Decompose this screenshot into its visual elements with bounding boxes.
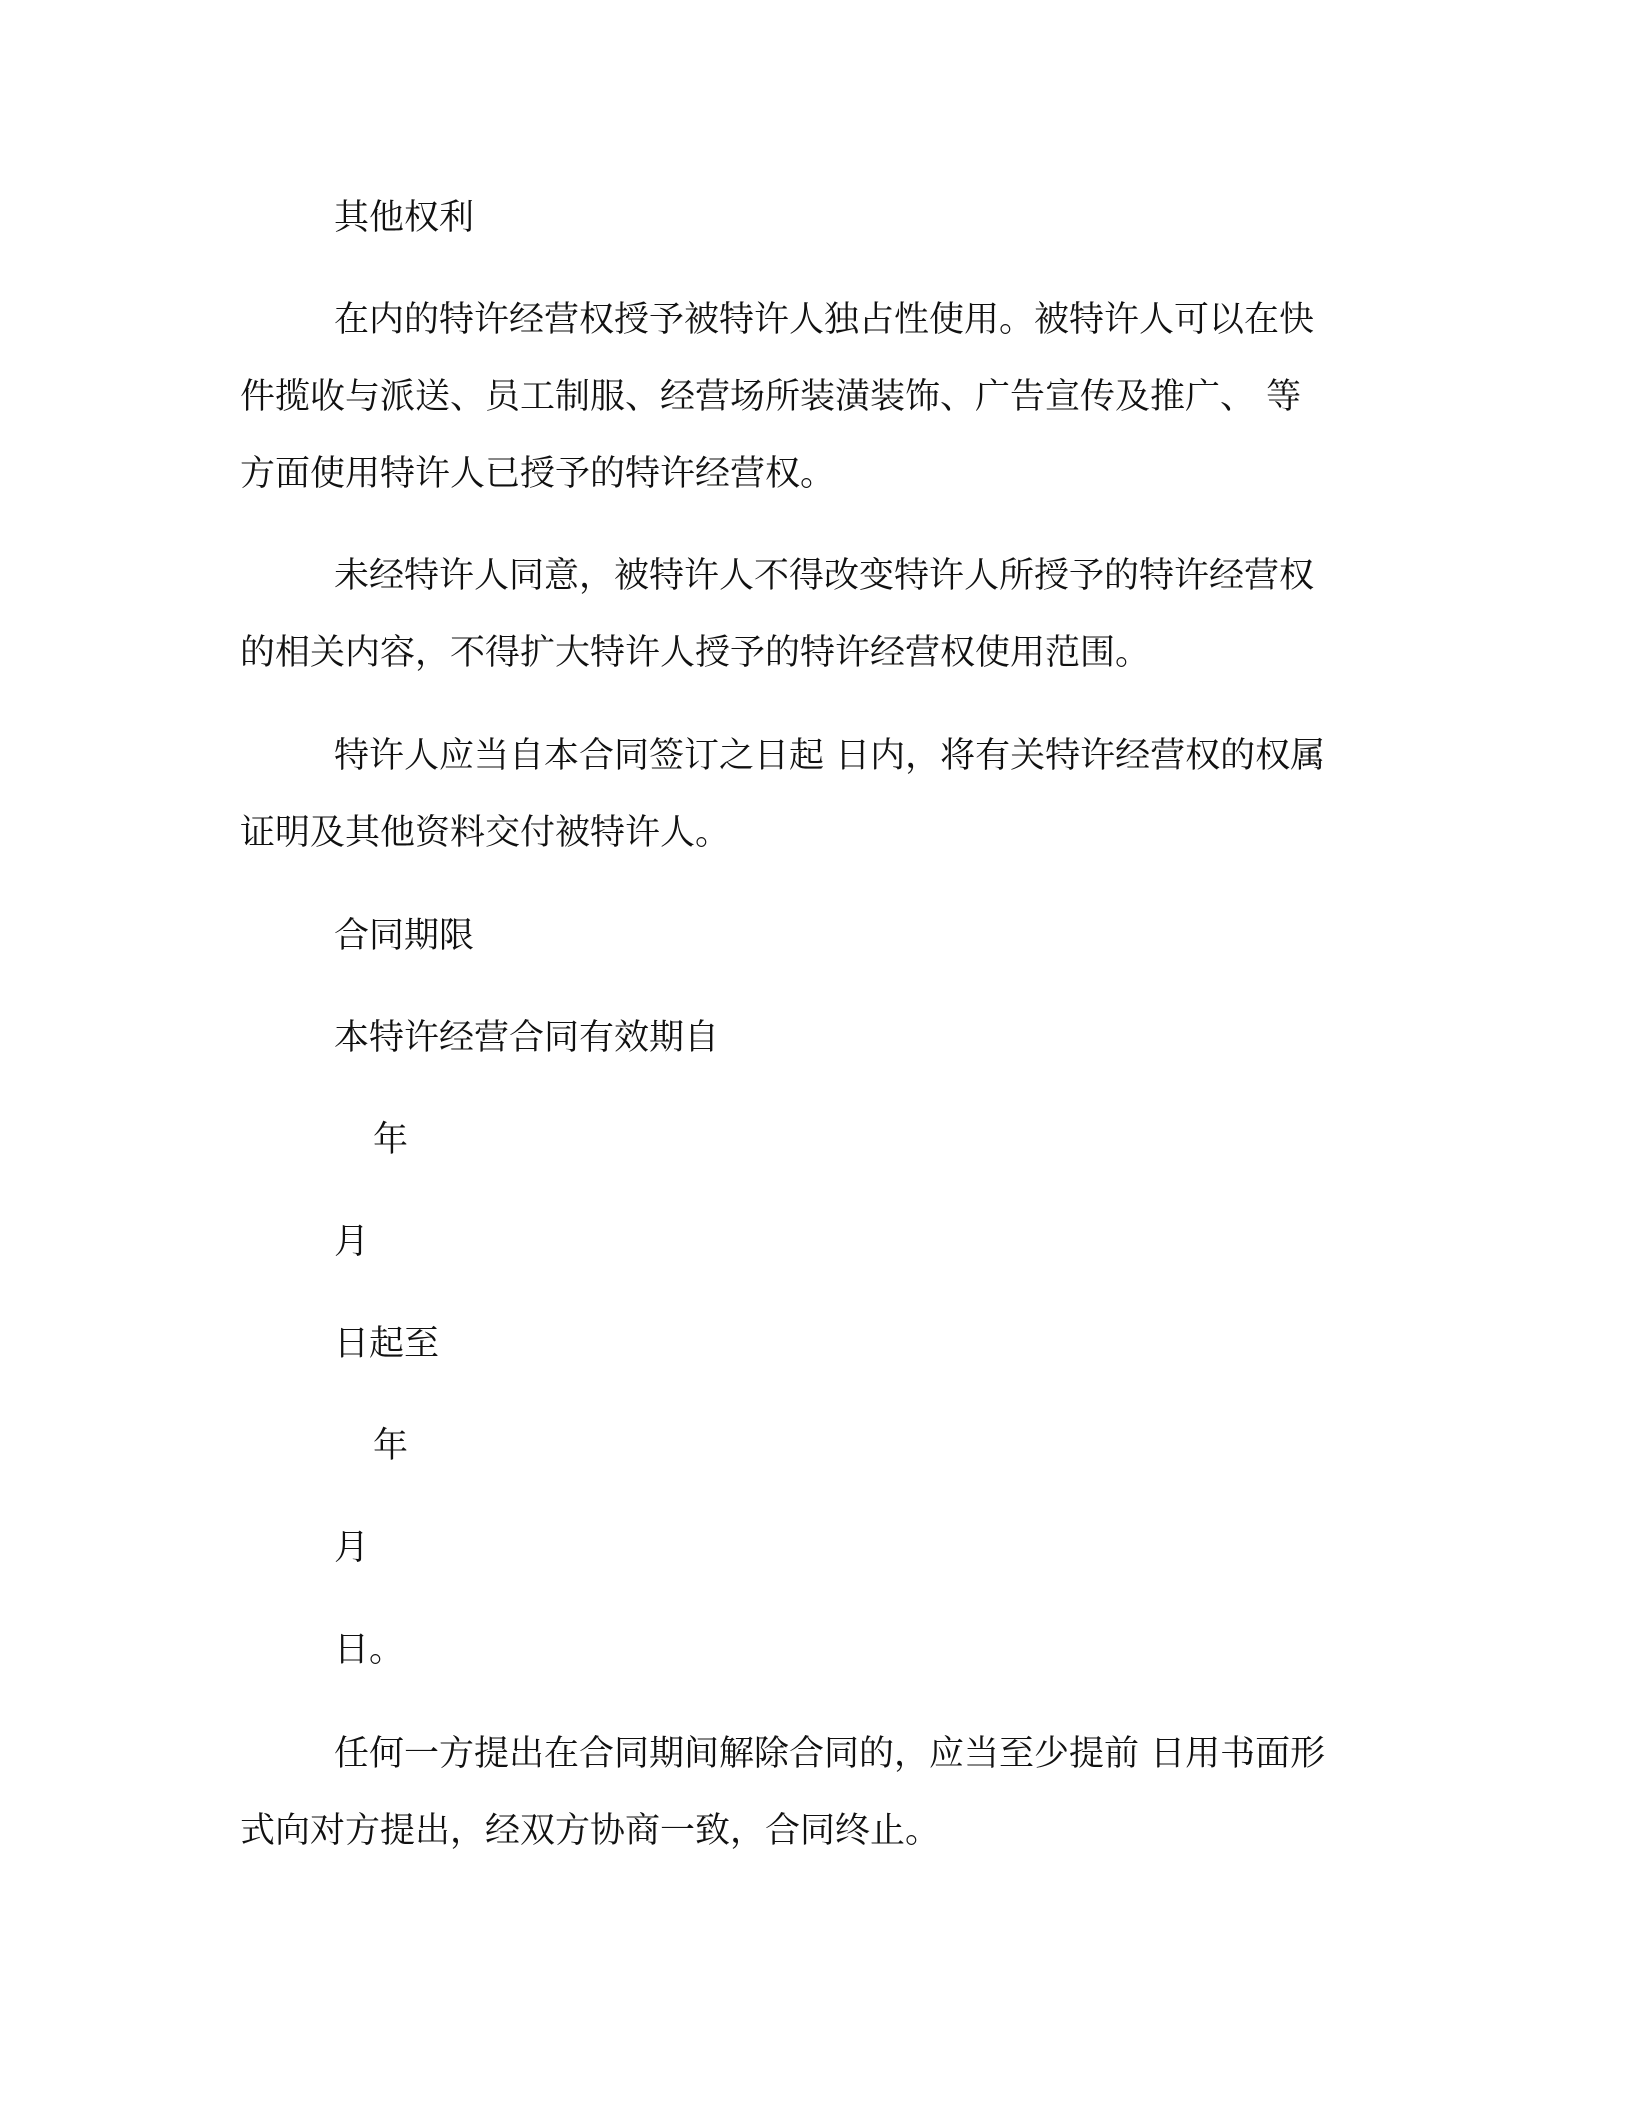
section-heading-other-rights: 其他权利 xyxy=(334,198,475,238)
paragraph-line: 未经特许人同意，被特许人不得改变特许人所授予的特许经营权 xyxy=(334,556,1315,596)
paragraph-line: 件揽收与派送、员工制服、经营场所装潢装饰、广告宣传及推广、 等 xyxy=(240,377,1302,417)
date-end-month: 月 xyxy=(334,1528,370,1568)
paragraph-line: 方面使用特许人已授予的特许经营权。 xyxy=(240,454,836,494)
paragraph-deliver-documents xyxy=(240,718,1390,872)
paragraph-line: 任何一方提出在合同期间解除合同的，应当至少提前 日用书面形 xyxy=(334,1734,1326,1774)
paragraph-line: 的相关内容，不得扩大特许人授予的特许经营权使用范围。 xyxy=(240,633,1151,673)
paragraph-line: 特许人应当自本合同签订之日起 日内，将有关特许经营权的权属 xyxy=(334,736,1326,776)
paragraph-termination xyxy=(240,1716,1390,1870)
paragraph-consent-restriction xyxy=(240,538,1390,692)
date-start-year: 年 xyxy=(373,1120,409,1160)
date-end-year: 年 xyxy=(373,1426,409,1466)
paragraph-line: 在内的特许经营权授予被特许人独占性使用。被特许人可以在快 xyxy=(334,300,1315,340)
paragraph-franchise-grant xyxy=(240,282,1390,513)
date-start-day-to: 日起至 xyxy=(334,1324,440,1364)
date-end-day: 日。 xyxy=(334,1630,405,1670)
paragraph-line: 证明及其他资料交付被特许人。 xyxy=(240,813,731,853)
term-intro: 本特许经营合同有效期自 xyxy=(334,1018,720,1058)
date-start-month: 月 xyxy=(334,1222,370,1262)
section-heading-contract-term: 合同期限 xyxy=(334,916,475,956)
paragraph-line: 式向对方提出，经双方协商一致，合同终止。 xyxy=(240,1811,941,1851)
